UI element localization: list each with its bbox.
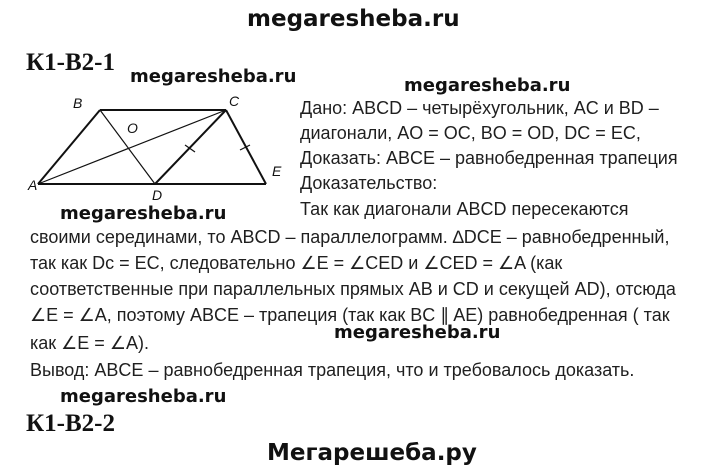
side-ab	[38, 110, 100, 184]
label-o: O	[127, 120, 138, 136]
proof-line-6: как ∠E = ∠A).	[30, 333, 149, 353]
section-title-k1-v2-1: К1-В2-1	[26, 49, 115, 76]
proof-heading: Доказательство:	[300, 173, 438, 193]
proof-line-5: ∠E = ∠A, поэтому ABCE – трапеция (так как BC ∥ AE) равнобедренная ( так	[30, 305, 670, 325]
label-e: E	[272, 163, 282, 179]
given-line-2: диагонали, AO = OC, BO = OD, DC = EC,	[300, 123, 641, 143]
watermark: megaresheba.ru	[404, 75, 571, 96]
proof-line-1: Так как диагонали ABCD пересекаются	[300, 199, 629, 219]
label-a: A	[28, 177, 38, 193]
label-b: B	[73, 95, 83, 111]
proof-line-2: своими серединами, то ABCD – параллелограмм. ∆DCE – равнобедренный,	[30, 227, 670, 247]
proof-line-4: соответственные при параллельных прямых AB и CD и секущей AD), отсюда	[30, 279, 676, 299]
geometry-figure	[0, 85, 300, 210]
watermark-top: megaresheba.ru	[247, 6, 460, 32]
given-line-1: Дано: ABCD – четырёхугольник, AC и BD –	[300, 98, 659, 118]
section-title-k1-v2-2: К1-В2-2	[26, 410, 115, 437]
watermark: megaresheba.ru	[334, 322, 501, 343]
watermark: megaresheba.ru	[60, 386, 227, 407]
prove-line: Доказать: ABCE – равнобедренная трапеция	[300, 148, 678, 168]
label-d: D	[152, 187, 163, 203]
watermark-bottom: Мегарешеба.ру	[267, 440, 477, 466]
watermark: megaresheba.ru	[60, 203, 227, 224]
side-cd	[155, 110, 226, 184]
conclusion-line: Вывод: ABCE – равнобедренная трапеция, что и требовалось доказать.	[30, 360, 635, 380]
proof-line-3: так как Dc = EC, следовательно ∠E = ∠CED и ∠CED = ∠A (как	[30, 253, 563, 273]
label-c: C	[229, 93, 240, 109]
watermark: megaresheba.ru	[130, 66, 297, 87]
